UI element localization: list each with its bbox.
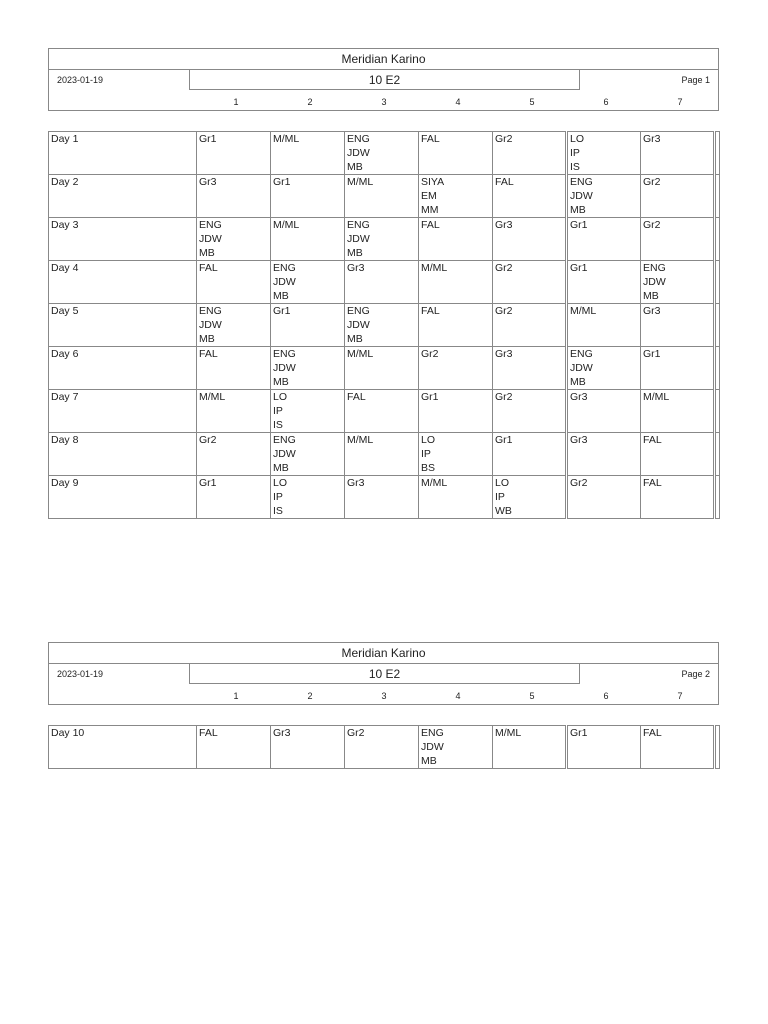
timetable-row bbox=[49, 132, 720, 175]
lesson-cell: FAL bbox=[419, 218, 493, 261]
lesson-cell: ENG JDW MB bbox=[345, 304, 419, 347]
lesson-cell: Gr1 bbox=[419, 390, 493, 433]
lesson-cell: M/ML bbox=[419, 476, 493, 519]
timetable-row bbox=[49, 304, 720, 347]
lesson-cell: FAL bbox=[345, 390, 419, 433]
lesson-cell: Gr3 bbox=[271, 726, 345, 769]
timetable-grid bbox=[48, 725, 720, 769]
timetable-row bbox=[49, 476, 720, 519]
lesson-cell: FAL bbox=[419, 132, 493, 175]
class-name: 10 E2 bbox=[189, 664, 580, 684]
lesson-cell: FAL bbox=[197, 726, 271, 769]
period-number: 3 bbox=[381, 691, 387, 701]
lesson-cell: LO IP IS bbox=[567, 132, 641, 175]
lesson-cell: FAL bbox=[641, 476, 715, 519]
lesson-cell: Gr3 bbox=[197, 175, 271, 218]
lesson-cell: ENG JDW MB bbox=[197, 218, 271, 261]
lesson-cell: M/ML bbox=[345, 175, 419, 218]
lesson-cell: Gr1 bbox=[197, 476, 271, 519]
period-number: 3 bbox=[381, 97, 387, 107]
timetable-page-1 bbox=[48, 48, 719, 517]
day-label: Day 10 bbox=[49, 726, 197, 769]
day-label: Day 4 bbox=[49, 261, 197, 304]
school-name: Meridian Karino bbox=[49, 49, 718, 70]
period-number: 7 bbox=[677, 691, 683, 701]
lesson-cell: LO IP IS bbox=[271, 390, 345, 433]
lesson-cell: Gr3 bbox=[345, 261, 419, 304]
row-end-border bbox=[715, 726, 720, 769]
row-end-border bbox=[715, 218, 720, 261]
row-end-border bbox=[715, 433, 720, 476]
lesson-cell: ENG JDW MB bbox=[345, 218, 419, 261]
timetable-row bbox=[49, 175, 720, 218]
timetable-row bbox=[49, 261, 720, 304]
lesson-cell: SIYA EM MM bbox=[419, 175, 493, 218]
lesson-cell: Gr1 bbox=[493, 433, 567, 476]
lesson-cell: M/ML bbox=[271, 132, 345, 175]
page-number: Page 2 bbox=[681, 669, 710, 679]
lesson-cell: FAL bbox=[197, 347, 271, 390]
lesson-cell: M/ML bbox=[345, 433, 419, 476]
lesson-cell: Gr3 bbox=[345, 476, 419, 519]
period-number: 7 bbox=[677, 97, 683, 107]
lesson-cell: FAL bbox=[419, 304, 493, 347]
lesson-cell: ENG JDW MB bbox=[197, 304, 271, 347]
timetable-page-2 bbox=[48, 642, 719, 767]
lesson-cell: ENG JDW MB bbox=[345, 132, 419, 175]
timetable-row bbox=[49, 433, 720, 476]
lesson-cell: M/ML bbox=[271, 218, 345, 261]
lesson-cell: ENG JDW MB bbox=[641, 261, 715, 304]
lesson-cell: Gr1 bbox=[567, 261, 641, 304]
lesson-cell: LO IP IS bbox=[271, 476, 345, 519]
lesson-cell: Gr3 bbox=[493, 218, 567, 261]
row-end-border bbox=[715, 261, 720, 304]
day-label: Day 2 bbox=[49, 175, 197, 218]
period-number: 2 bbox=[307, 97, 313, 107]
row-end-border bbox=[715, 390, 720, 433]
lesson-cell: Gr2 bbox=[197, 433, 271, 476]
lesson-cell: M/ML bbox=[641, 390, 715, 433]
timetable-row bbox=[49, 726, 720, 769]
lesson-cell: Gr2 bbox=[567, 476, 641, 519]
period-number: 4 bbox=[455, 97, 461, 107]
row-end-border bbox=[715, 476, 720, 519]
lesson-cell: M/ML bbox=[345, 347, 419, 390]
lesson-cell: ENG JDW MB bbox=[271, 261, 345, 304]
period-header-row bbox=[49, 687, 718, 705]
lesson-cell: FAL bbox=[493, 175, 567, 218]
period-number: 5 bbox=[529, 97, 535, 107]
lesson-cell: Gr2 bbox=[493, 390, 567, 433]
lesson-cell: Gr1 bbox=[271, 304, 345, 347]
timetable-row bbox=[49, 347, 720, 390]
period-number: 6 bbox=[603, 691, 609, 701]
lesson-cell: Gr3 bbox=[641, 304, 715, 347]
lesson-cell: Gr3 bbox=[641, 132, 715, 175]
period-number: 4 bbox=[455, 691, 461, 701]
row-end-border bbox=[715, 132, 720, 175]
lesson-cell: Gr3 bbox=[567, 433, 641, 476]
day-label: Day 6 bbox=[49, 347, 197, 390]
lesson-cell: FAL bbox=[641, 726, 715, 769]
period-header-row bbox=[49, 93, 718, 111]
lesson-cell: Gr2 bbox=[641, 175, 715, 218]
timetable-row bbox=[49, 390, 720, 433]
row-end-border bbox=[715, 175, 720, 218]
class-name: 10 E2 bbox=[189, 70, 580, 90]
day-label: Day 8 bbox=[49, 433, 197, 476]
lesson-cell: Gr1 bbox=[197, 132, 271, 175]
day-label: Day 1 bbox=[49, 132, 197, 175]
lesson-cell: Gr1 bbox=[271, 175, 345, 218]
lesson-cell: Gr1 bbox=[641, 347, 715, 390]
report-date: 2023-01-19 bbox=[57, 75, 104, 85]
lesson-cell: Gr2 bbox=[493, 261, 567, 304]
lesson-cell: M/ML bbox=[567, 304, 641, 347]
lesson-cell: LO IP WB bbox=[493, 476, 567, 519]
day-label: Day 5 bbox=[49, 304, 197, 347]
row-end-border bbox=[715, 304, 720, 347]
lesson-cell: ENG JDW MB bbox=[271, 347, 345, 390]
page-header bbox=[48, 642, 719, 705]
lesson-cell: Gr1 bbox=[567, 218, 641, 261]
lesson-cell: Gr3 bbox=[567, 390, 641, 433]
page-number: Page 1 bbox=[681, 75, 710, 85]
lesson-cell: FAL bbox=[197, 261, 271, 304]
lesson-cell: ENG JDW MB bbox=[419, 726, 493, 769]
lesson-cell: M/ML bbox=[197, 390, 271, 433]
lesson-cell: Gr1 bbox=[567, 726, 641, 769]
lesson-cell: M/ML bbox=[493, 726, 567, 769]
lesson-cell: FAL bbox=[641, 433, 715, 476]
report-date: 2023-01-19 bbox=[57, 669, 104, 679]
lesson-cell: Gr2 bbox=[345, 726, 419, 769]
period-number: 2 bbox=[307, 691, 313, 701]
timetable-row bbox=[49, 218, 720, 261]
lesson-cell: Gr3 bbox=[493, 347, 567, 390]
day-label: Day 9 bbox=[49, 476, 197, 519]
school-name: Meridian Karino bbox=[49, 643, 718, 664]
period-number: 1 bbox=[233, 97, 239, 107]
day-label: Day 7 bbox=[49, 390, 197, 433]
lesson-cell: ENG JDW MB bbox=[567, 347, 641, 390]
row-end-border bbox=[715, 347, 720, 390]
timetable-grid bbox=[48, 131, 720, 519]
lesson-cell: ENG JDW MB bbox=[271, 433, 345, 476]
day-label: Day 3 bbox=[49, 218, 197, 261]
lesson-cell: Gr2 bbox=[641, 218, 715, 261]
lesson-cell: Gr2 bbox=[493, 304, 567, 347]
lesson-cell: M/ML bbox=[419, 261, 493, 304]
lesson-cell: LO IP BS bbox=[419, 433, 493, 476]
lesson-cell: Gr2 bbox=[419, 347, 493, 390]
lesson-cell: ENG JDW MB bbox=[567, 175, 641, 218]
period-number: 6 bbox=[603, 97, 609, 107]
page-header bbox=[48, 48, 719, 111]
lesson-cell: Gr2 bbox=[493, 132, 567, 175]
period-number: 1 bbox=[233, 691, 239, 701]
period-number: 5 bbox=[529, 691, 535, 701]
